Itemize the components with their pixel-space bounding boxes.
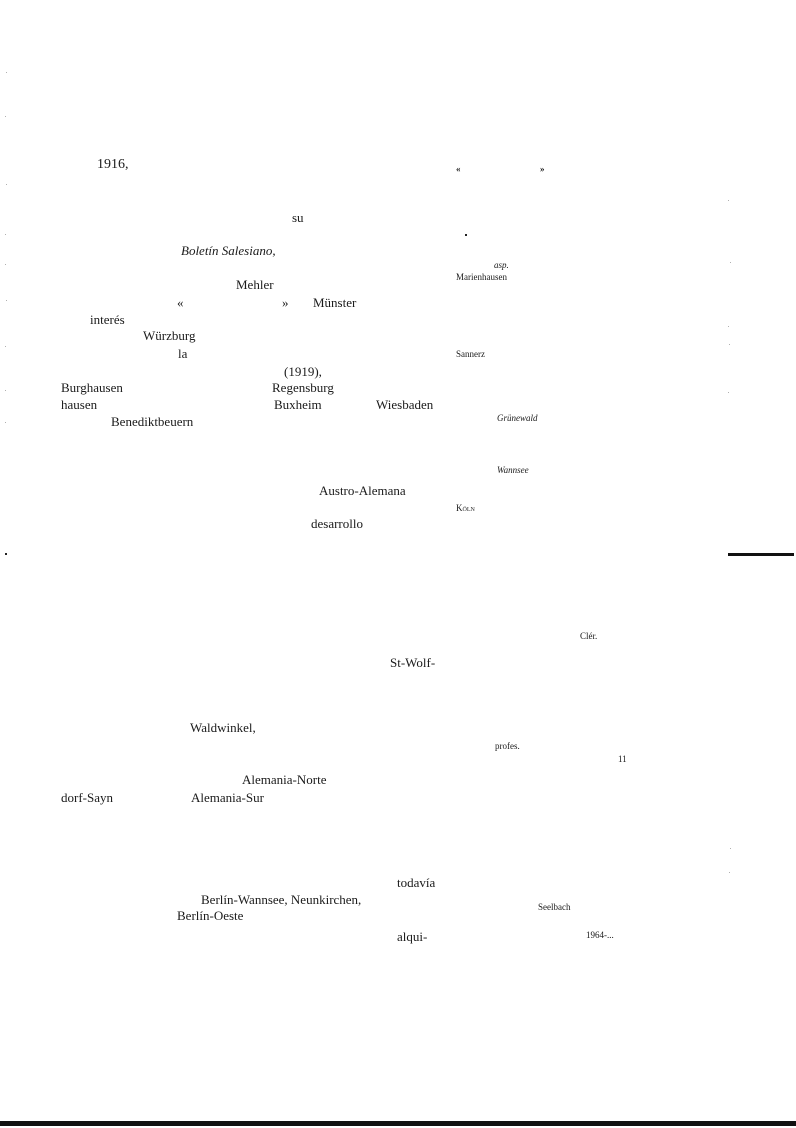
scan-speck	[5, 390, 6, 391]
text-word: Buxheim	[274, 397, 322, 412]
text-word: Boletín Salesiano,	[181, 243, 276, 258]
text-word: Clér.	[580, 631, 598, 641]
text-word: «	[456, 164, 461, 174]
scan-speck	[5, 234, 6, 235]
text-word: Würzburg	[143, 328, 196, 343]
text-word: »	[540, 164, 545, 174]
text-word: Mehler	[236, 277, 274, 292]
scan-speck	[729, 872, 730, 873]
text-word: la	[178, 346, 188, 361]
margin-rule	[728, 553, 794, 556]
scan-speck	[730, 262, 731, 263]
scan-speck	[6, 300, 7, 301]
text-word: 1964-...	[586, 930, 614, 940]
text-word: «	[177, 295, 184, 310]
text-word: su	[292, 210, 304, 225]
text-word: todavía	[397, 875, 436, 890]
text-word: Seelbach	[538, 902, 571, 912]
bottom-page-rule	[0, 1121, 796, 1126]
scan-speck	[5, 422, 6, 423]
text-word: Regensburg	[272, 380, 334, 395]
scan-speck	[730, 848, 731, 849]
text-word: Alemania-Norte	[242, 772, 327, 787]
text-word: Sannerz	[456, 349, 485, 359]
scan-speck	[728, 200, 729, 201]
text-word: St-Wolf-	[390, 655, 436, 670]
text-word: »	[282, 295, 289, 310]
scan-speck	[6, 184, 7, 185]
scan-speck	[5, 346, 6, 347]
text-word: dorf-Sayn	[61, 790, 113, 805]
text-word: asp.	[494, 260, 509, 270]
text-word: Berlín-Oeste	[177, 908, 244, 923]
text-word: desarrollo	[311, 516, 363, 531]
text-word: (1919),	[284, 364, 322, 379]
scan-speck	[6, 72, 7, 73]
scan-speck	[728, 326, 729, 327]
text-word: profes.	[495, 741, 520, 751]
scan-speck	[729, 344, 730, 345]
scan-speck	[5, 553, 7, 555]
text-word: Wannsee	[497, 465, 529, 475]
text-word: Alemania-Sur	[191, 790, 264, 805]
text-word: hausen	[61, 397, 98, 412]
scan-speck	[5, 116, 6, 117]
scan-speck	[728, 392, 729, 393]
text-word: Austro-Alemana	[319, 483, 406, 498]
scan-speck	[465, 234, 467, 236]
text-word: Wiesbaden	[376, 397, 434, 412]
text-word: Grünewald	[497, 413, 538, 423]
text-word: alqui-	[397, 929, 428, 944]
text-word: Waldwinkel,	[190, 720, 256, 735]
text-word: Burghausen	[61, 380, 123, 395]
text-word: 1916,	[97, 157, 129, 172]
text-word: Berlín-Wannsee, Neunkirchen,	[201, 892, 362, 907]
text-word: Marienhausen	[456, 272, 507, 282]
scan-speck	[5, 264, 6, 265]
text-word: Münster	[313, 295, 357, 310]
text-word: 11	[618, 754, 627, 764]
text-word: Benediktbeuern	[111, 414, 194, 429]
text-word: Köln	[456, 503, 475, 513]
text-word: interés	[90, 312, 125, 327]
